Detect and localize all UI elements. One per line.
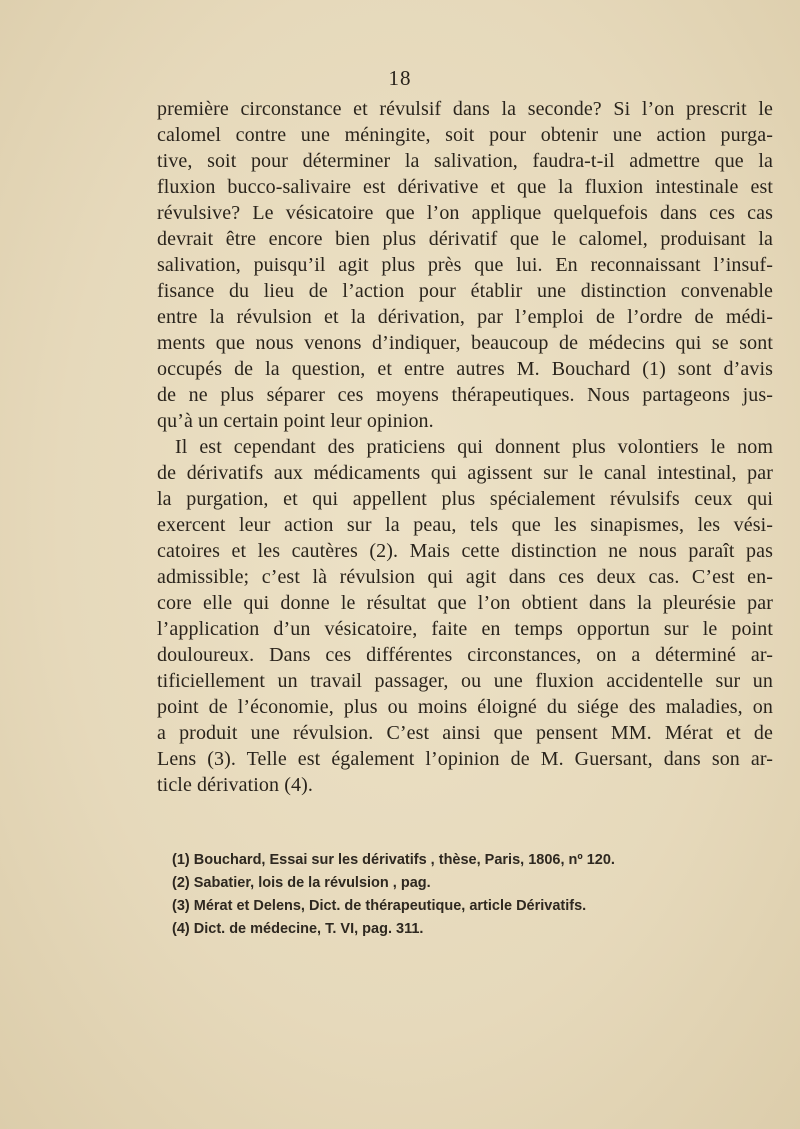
footnote-2: (2) Sabatier, lois de la révulsion , pag. — [172, 875, 431, 891]
body-text — [157, 96, 773, 798]
text-line: ments que nous venons d’indiquer, beaucoup de médecins qui se sont — [157, 332, 773, 354]
text-line: admissible; c’est là révulsion qui agit dans ces deux cas. C’est en- — [157, 566, 773, 588]
footnote-4: (4) Dict. de médecine, T. VI, pag. 311. — [172, 921, 424, 937]
text-line: qu’à un certain point leur opinion. — [157, 410, 434, 432]
page-number: 18 — [388, 66, 412, 90]
text-line: Lens (3). Telle est également l’opinion de M. Guersant, dans son ar- — [157, 748, 773, 770]
paragraph-1 — [157, 96, 773, 434]
text-line: salivation, puisqu’il agit plus près que lui. En reconnaissant l’insuf- — [157, 254, 773, 276]
text-line: l’application d’un vésicatoire, faite en temps opportun sur le point — [157, 618, 773, 640]
text-line: catoires et les cautères (2). Mais cette distinction ne nous paraît pas — [157, 540, 773, 562]
text-line: Il est cependant des praticiens qui donnent plus volontiers le nom — [175, 436, 773, 458]
text-line: exercent leur action sur la peau, tels que les sinapismes, les vési- — [157, 514, 773, 536]
text-line: core elle qui donne le résultat que l’on obtient dans la pleurésie par — [157, 592, 773, 614]
footnote-3: (3) Mérat et Delens, Dict. de thérapeutique, article Dérivatifs. — [172, 898, 587, 914]
text-line: entre la révulsion et la dérivation, par l’emploi de l’ordre de médi- — [157, 306, 773, 328]
text-line: fluxion bucco-salivaire est dérivative et que la fluxion intestinale est — [157, 176, 773, 198]
text-line: calomel contre une méningite, soit pour obtenir une action purga- — [157, 124, 773, 146]
footnote-1: (1) Bouchard, Essai sur les dérivatifs , thèse, Paris, 1806, nº 120. — [172, 852, 615, 868]
text-line: de ne plus séparer ces moyens thérapeutiques. Nous partageons jus- — [157, 384, 773, 406]
text-line: tive, soit pour déterminer la salivation, faudra-t-il admettre que la — [157, 150, 773, 172]
text-line: tificiellement un travail passager, ou une fluxion accidentelle sur un — [157, 670, 773, 692]
text-line: point de l’économie, plus ou moins éloigné du siége des maladies, on — [157, 696, 773, 718]
footnotes — [172, 849, 632, 941]
text-line: ticle dérivation (4). — [157, 774, 313, 796]
text-line: douloureux. Dans ces différentes circonstances, on a déterminé ar- — [157, 644, 773, 666]
text-line: a produit une révulsion. C’est ainsi que pensent MM. Mérat et de — [157, 722, 773, 744]
text-line: devrait être encore bien plus dérivatif que le calomel, produisant la — [157, 228, 773, 250]
paragraph-2 — [157, 434, 773, 798]
text-line: de dérivatifs aux médicaments qui agissent sur le canal intestinal, par — [157, 462, 773, 484]
text-line: occupés de la question, et entre autres M. Bouchard (1) sont d’avis — [157, 358, 773, 380]
text-line: révulsive? Le vésicatoire que l’on applique quelquefois dans ces cas — [157, 202, 773, 224]
text-line: première circonstance et révulsif dans la seconde? Si l’on prescrit le — [157, 98, 773, 120]
text-line: fisance du lieu de l’action pour établir une distinction convenable — [157, 280, 773, 302]
text-line: la purgation, et qui appellent plus spécialement révulsifs ceux qui — [157, 488, 773, 510]
